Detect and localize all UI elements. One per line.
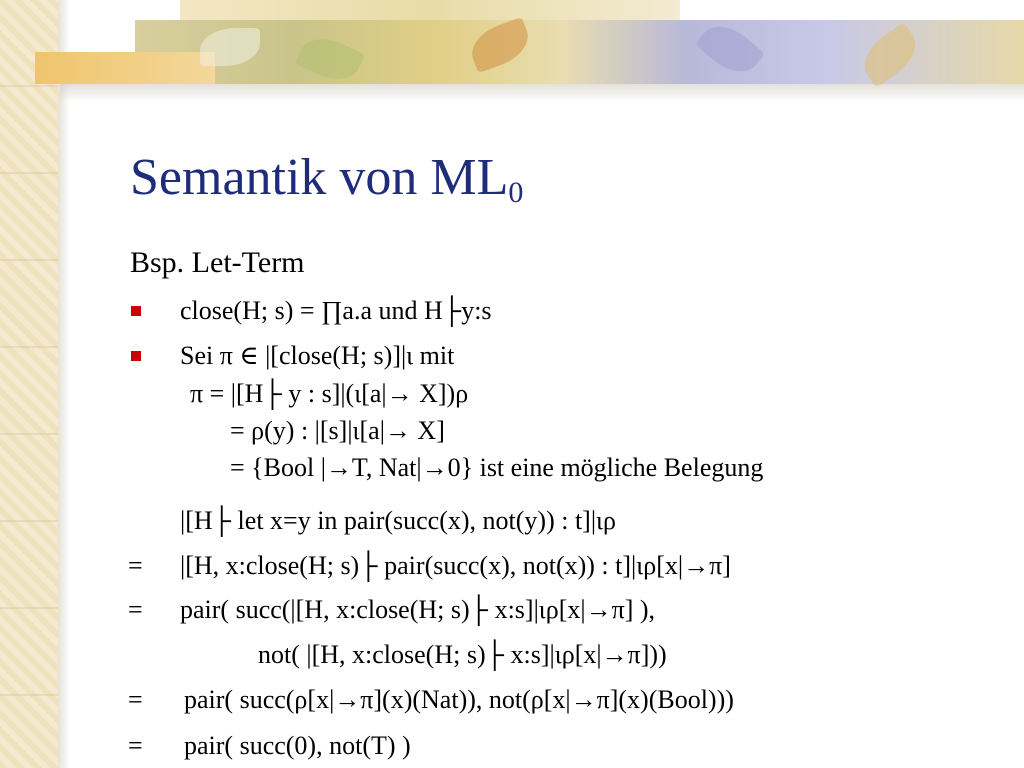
slide-title <box>130 148 523 210</box>
banner-shadow <box>60 84 1024 102</box>
equals-sign: = <box>128 685 143 714</box>
equals-sign: = <box>128 595 143 624</box>
slide-title-text: Semantik von ML <box>130 149 509 206</box>
derivation-line: pair( succ(|[H, x:close(H; s)├ x:s]|ιρ[x|→π] ), <box>180 595 656 624</box>
derivation-line: = ρ(y) : |[s]|ι[a|→ X] <box>230 416 445 445</box>
bullet-marker <box>131 351 141 361</box>
top-decorative-accent <box>35 52 215 84</box>
slide-subtitle: Bsp. Let-Term <box>130 246 305 279</box>
left-strip-shadow <box>58 0 70 768</box>
derivation-line: pair( succ(ρ[x|→π](x)(Nat)), not(ρ[x|→π](x)(Bool))) <box>184 685 734 714</box>
bullet-text: close(H; s) = ∏a.a und H├y:s <box>180 296 492 325</box>
derivation-line: |[H├ let x=y in pair(succ(x), not(y)) : t]|ιρ <box>180 506 617 535</box>
derivation-line: pair( succ(0), not(T) ) <box>184 731 411 760</box>
equals-sign: = <box>128 551 143 580</box>
equals-sign: = <box>128 731 143 760</box>
slide-title-subscript: 0 <box>508 176 524 209</box>
derivation-line: π = |[H├ y : s]|(ι[a|→ X])ρ <box>190 379 469 408</box>
left-decorative-strip <box>0 0 58 768</box>
derivation-line: |[H, x:close(H; s)├ pair(succ(x), not(x)) : t]|ιρ[x|→π] <box>180 551 731 580</box>
derivation-line: = {Bool |→T, Nat|→0} ist eine mögliche Belegung <box>230 453 764 482</box>
derivation-line: not( |[H, x:close(H; s)├ x:s]|ιρ[x|→π])) <box>258 640 667 669</box>
bullet-marker <box>131 306 141 316</box>
bullet-text: Sei π ∈ |[close(H; s)]|ι mit <box>180 341 455 370</box>
top-decorative-band <box>180 0 680 20</box>
